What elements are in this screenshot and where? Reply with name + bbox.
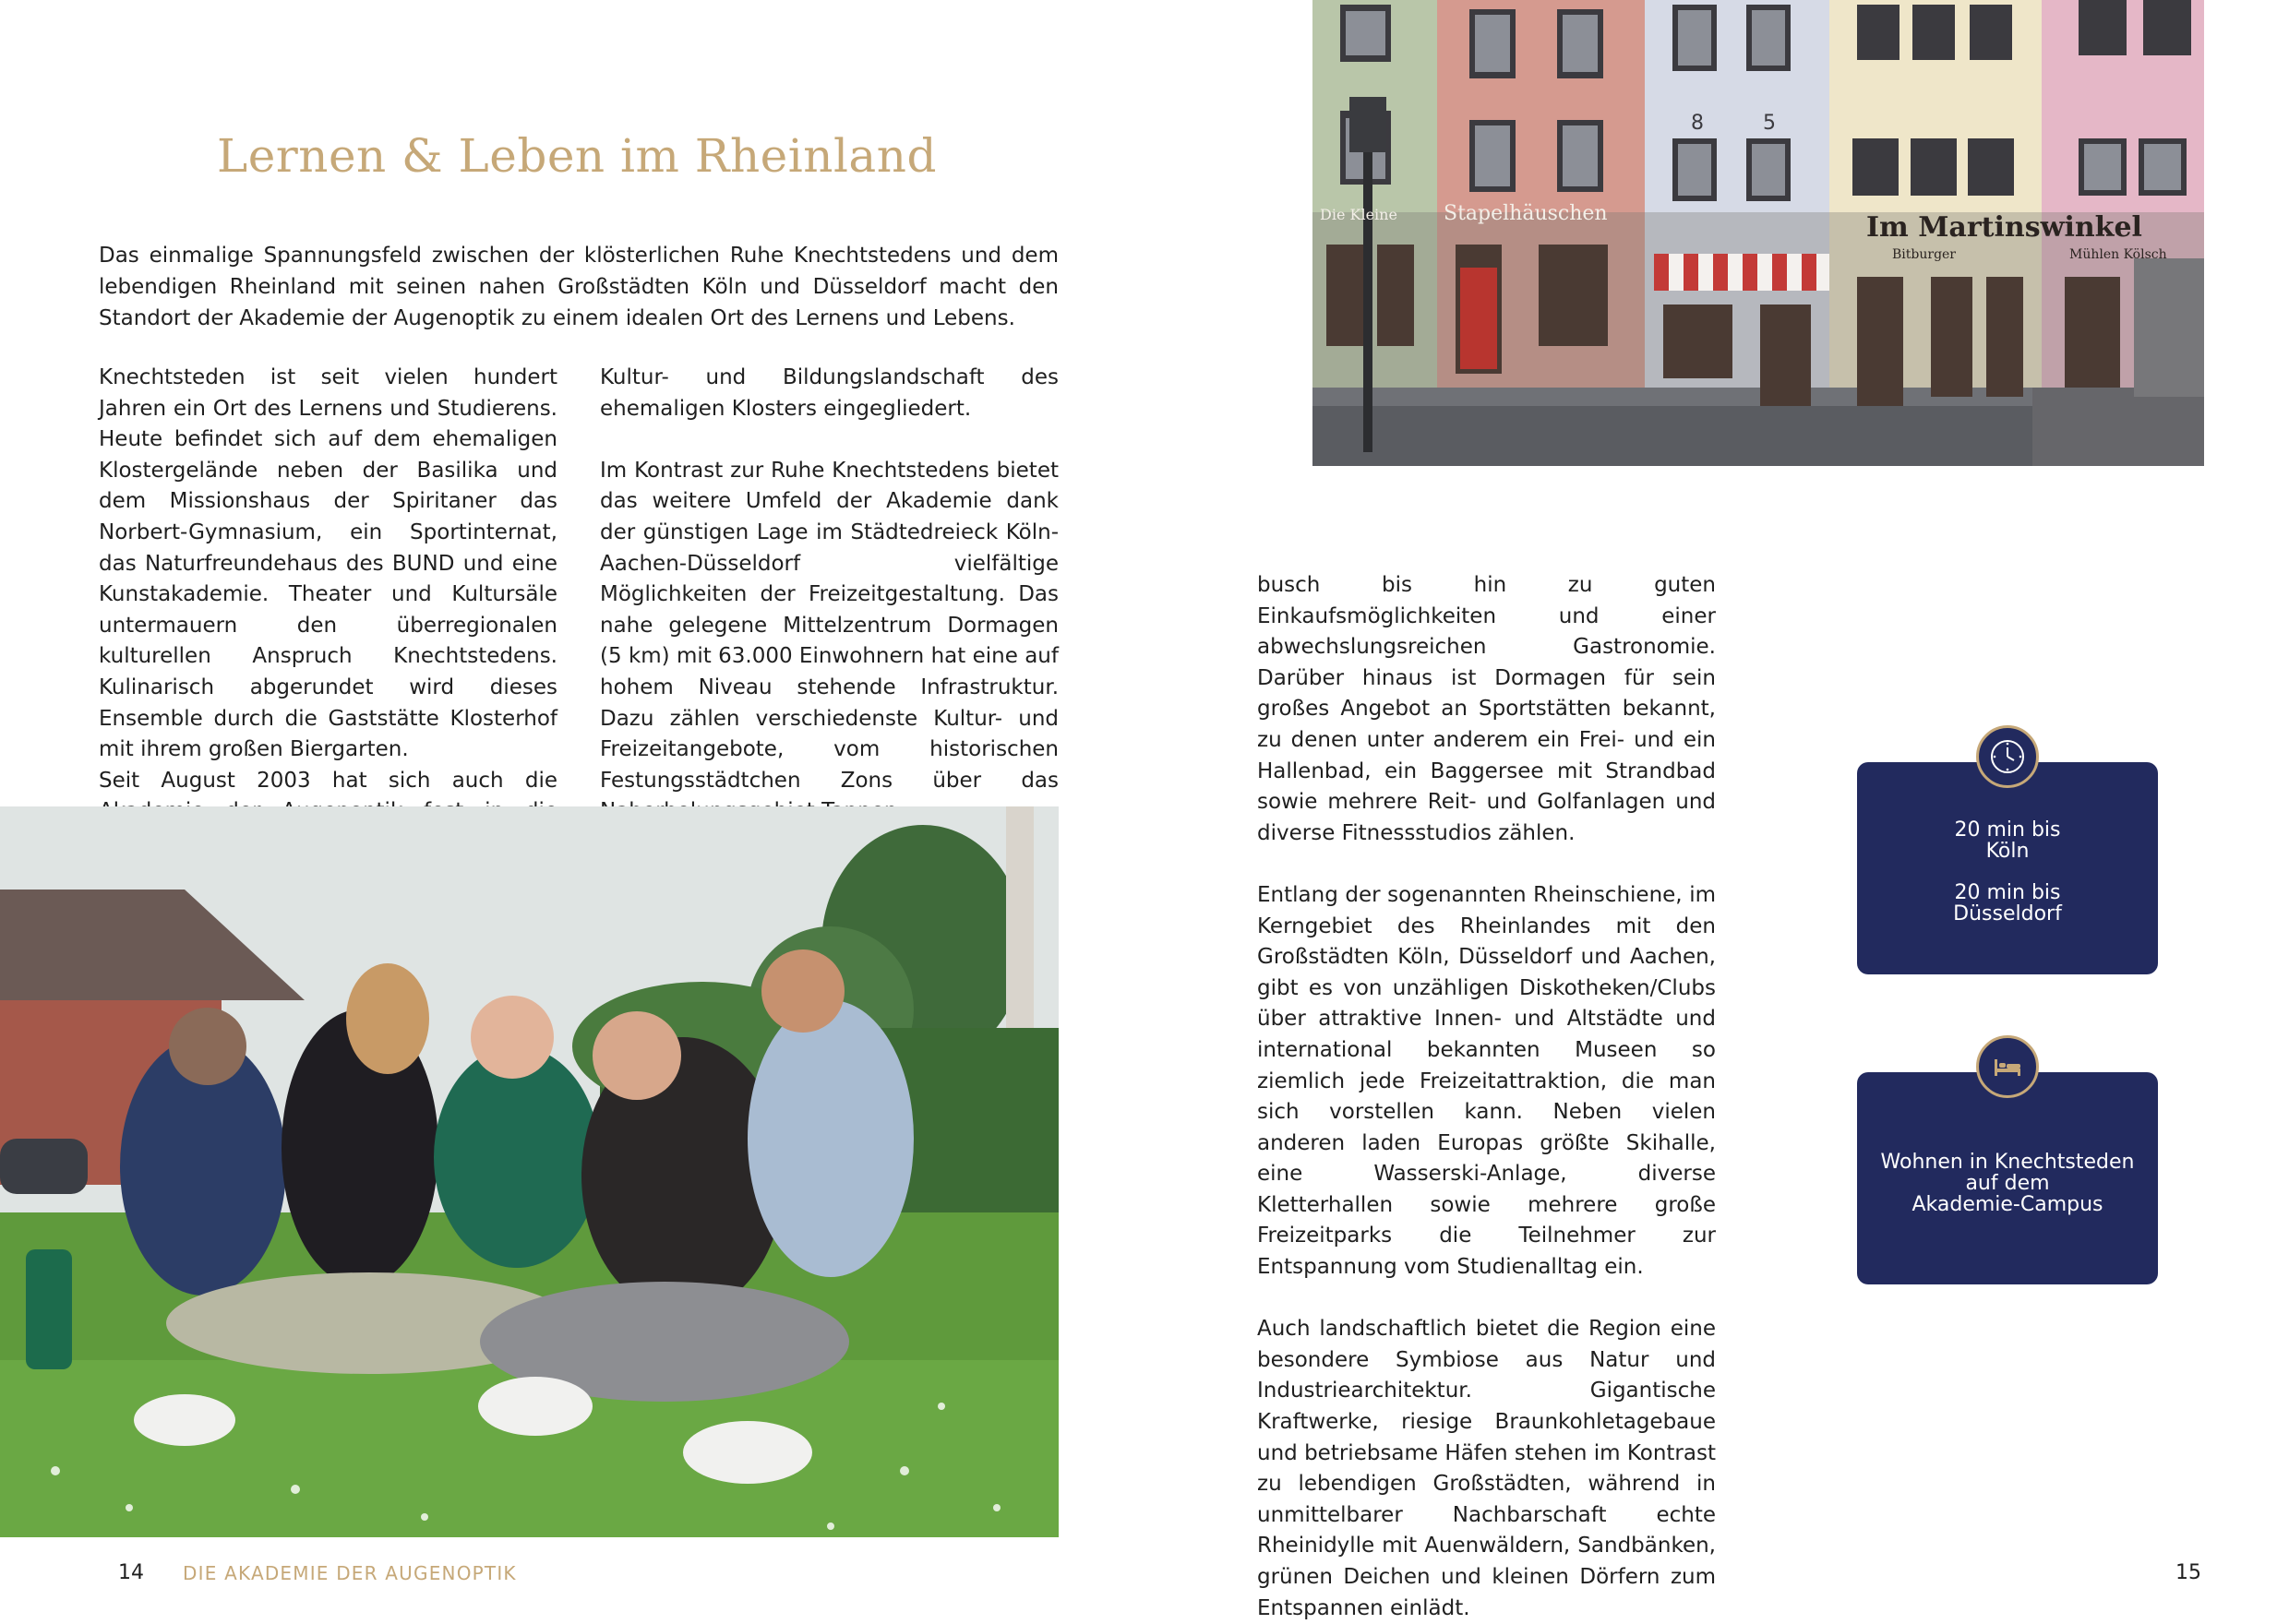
text-column-3 bbox=[1257, 570, 1716, 1620]
col2-paragraph-2: Im Kontrast zur Ruhe Knechtstedens bietet das weitere Umfeld der Akademie dank der günstigen Lage im Städtedreieck Köln-Aachen-Düsseldorf vielfältige Möglichkeiten der Freizeitgestaltung. Das nahe gelegene Mittelzentrum Dormagen (5 km) mit 63.000 Einwohnern hat eine auf hohem Niveau stehende Infrastruktur. Dazu zählen verschiedenste Kultur- und Freizeitangebote, vom historischen Festungsstädtchen Zons über das bbox=[600, 458, 1059, 793]
house-number-8: 8 bbox=[1691, 112, 1704, 135]
travel-line-1: 20 min bis bbox=[1954, 818, 2061, 842]
col1-paragraph-2: Seit August 2003 hat sich auch die bbox=[99, 768, 557, 793]
sign-bitburger: Bitburger bbox=[1892, 247, 1957, 262]
students-illustration bbox=[0, 806, 1059, 1537]
col3-paragraph-2: Entlang der sogenannten Rheinschiene, im Kerngebiet des Rheinlandes mit den Großstädten Köln, Düsseldorf und Aachen, gibt es von unzähligen Diskotheken/Clubs über attraktive Innen- und Altstädte und international bekannten Museen so ziemlich jede Freizeitattraktion, die man sich vorstellen kann. Neben vielen anderen laden Europas größte Skihalle, eine Wasserski-Anlage, diverse Kletterhallen sowie mehrere große Freizeitparks die Teilnehmer zur Entspannung vom Studienalltag ein. bbox=[1257, 882, 1716, 1280]
text-column-1 bbox=[99, 363, 557, 793]
page-number-right: 15 bbox=[2175, 1561, 2201, 1584]
col3-paragraph-1: busch bis hin zu guten Einkaufsmöglichkeiten und einer abwechslungsreichen Gastronomie. Darüber hinaus ist Dormagen für sein großes Angebot an Sportstätten bekannt, zu denen unter anderem ein Frei- und ein Hallenbad, ein Baggersee mit Strandbad sowie mehrere Reit- und Golfanlagen und diverse Fitnessstudios zählen. bbox=[1257, 573, 1716, 845]
bed-badge bbox=[1976, 1035, 2039, 1098]
town-houses-illustration bbox=[1312, 0, 2204, 466]
students-photo bbox=[0, 806, 1059, 1537]
housing-line-3: Akademie-Campus bbox=[1911, 1193, 2103, 1216]
footer-brand: DIE AKADEMIE DER AUGENOPTIK bbox=[183, 1562, 517, 1584]
housing-card bbox=[1857, 1072, 2158, 1284]
sign-die-kleine: Die Kleine bbox=[1320, 206, 1397, 223]
sign-stapelhaeuschen: Stapelhäuschen bbox=[1444, 202, 1608, 225]
housing-line-2: auf dem bbox=[1965, 1172, 2050, 1195]
housing-line-1: Wohnen in Knechtsteden bbox=[1880, 1151, 2135, 1174]
clock-icon bbox=[1989, 738, 2026, 775]
clock-badge bbox=[1976, 725, 2039, 788]
page-title: Lernen & Leben im Rheinland bbox=[217, 129, 937, 183]
intro-paragraph: Das einmalige Spannungsfeld zwischen der klösterlichen Ruhe Knechtstedens und dem lebendigen Rheinland mit seinen nahen Großstädten Köln und Düsseldorf macht den Standort der Akademie der Augenoptik zu einem idealen Ort des Lernens und Lebens. bbox=[99, 244, 1059, 330]
col3-paragraph-3: Auch landschaftlich bietet die Region eine besondere Symbiose aus Natur und Industriearchitektur. Gigantische Kraftwerke, riesige Braunkohletagebaue und betriebsame Häfen stehen im Kontrast zu lebendigen Großstädten, während in unmittelbarer Nachbarschaft echte Rheinidylle mit Auenwäldern, Sandbänken, grünen Deichen und kleinen Dörfern zum Entspannen einlädt. bbox=[1257, 1317, 1716, 1620]
town-houses-photo bbox=[1312, 0, 2204, 466]
travel-line-2: Köln bbox=[1985, 840, 2030, 863]
travel-time-card bbox=[1857, 762, 2158, 974]
col2-paragraph-1: Kultur- und Bildungslandschaft des ehemaligen Klosters eingegliedert. bbox=[600, 365, 1059, 421]
travel-line-4: Düsseldorf bbox=[1953, 902, 2062, 925]
page-number-left: 14 bbox=[118, 1561, 144, 1584]
travel-line-3: 20 min bis bbox=[1954, 881, 2061, 904]
col1-paragraph-1: Knechtsteden ist seit vielen hundert Jahren ein Ort des Lernens und Studierens. Heute befindet sich auf dem ehemaligen Klostergelände neben der Basilika und dem Missionshaus der Spiritaner das Norbert-Gymnasium, ein Sportinternat, das Naturfreundehaus des BUND und eine Kunstakademie. Theater und Kultursäle untermauern den überregionalen kulturellen Anspruch Knechtstedens. Kulinarisch abgerundet wird dieses Ensemble durch die Gaststätte Klosterhof mit ihrem großen Biergarten. bbox=[99, 365, 557, 762]
sign-im-martinswinkel: Im Martinswinkel bbox=[1866, 211, 2142, 244]
bed-icon bbox=[1989, 1048, 2026, 1085]
text-column-2 bbox=[600, 363, 1059, 793]
house-number-5: 5 bbox=[1763, 112, 1776, 135]
sign-muehlen-koelsch: Mühlen Kölsch bbox=[2069, 247, 2167, 262]
